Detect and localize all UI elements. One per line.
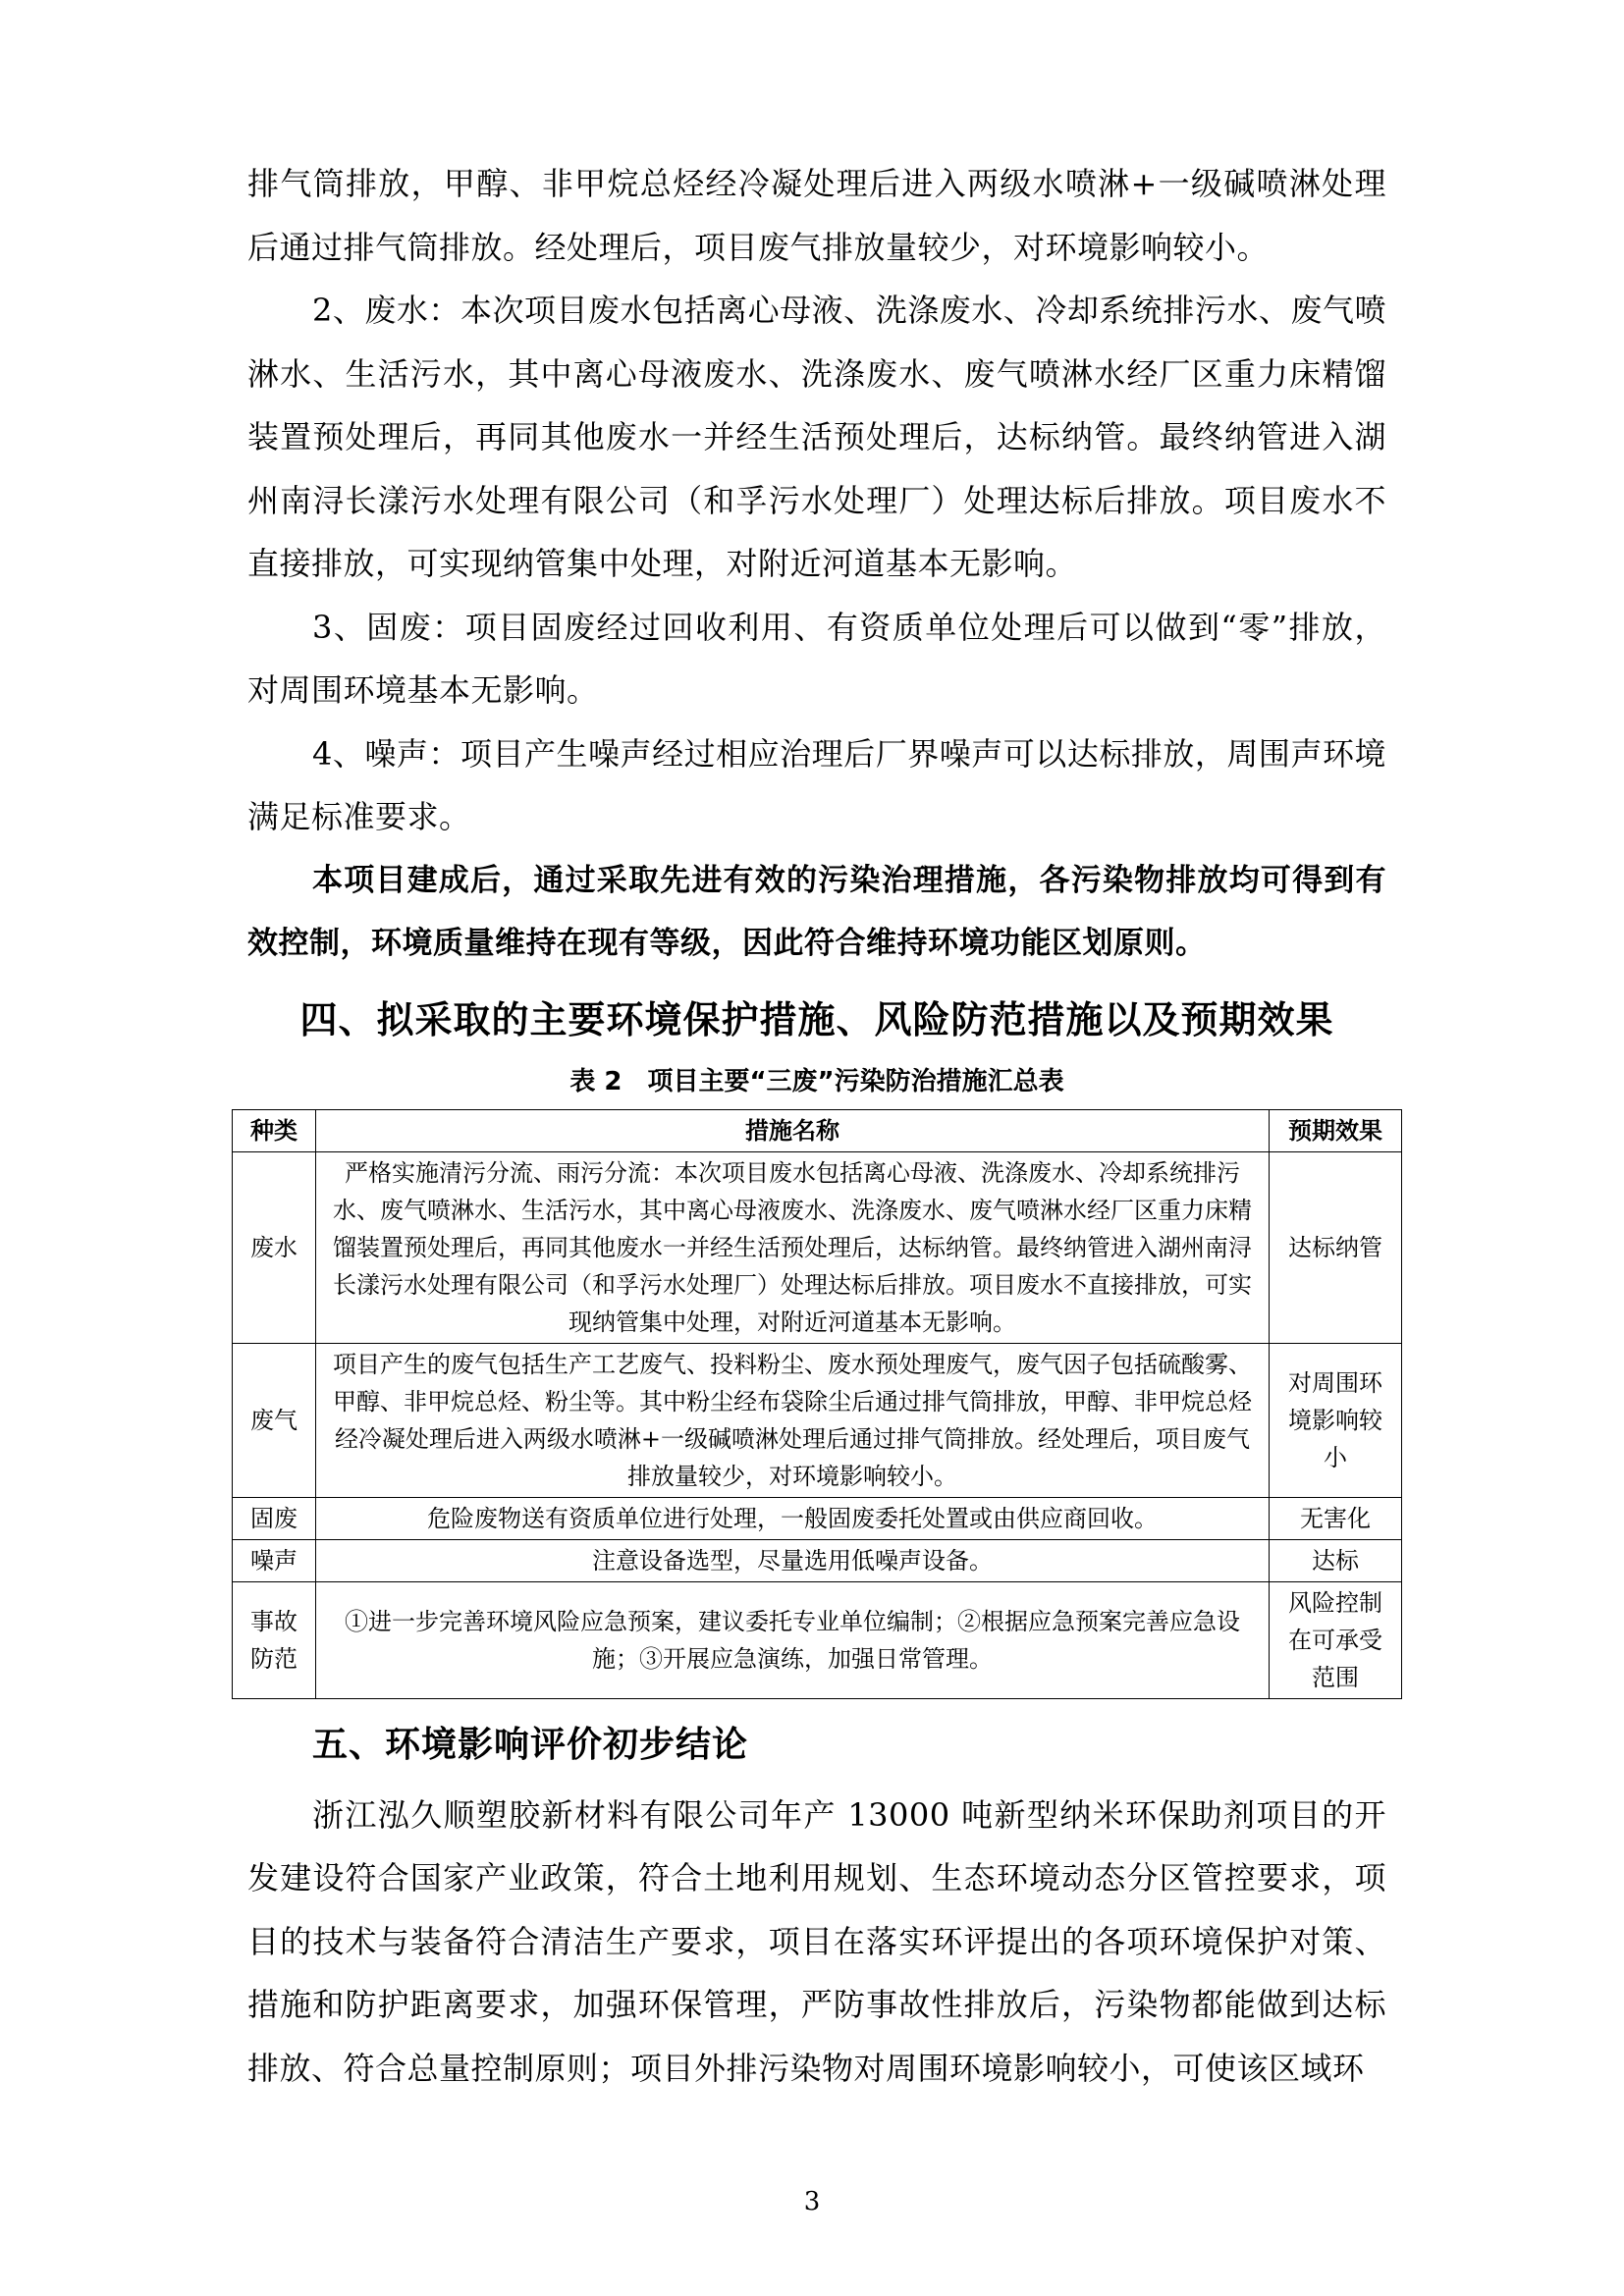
cell-type: 废气: [233, 1343, 316, 1497]
table-row: [233, 1581, 1402, 1698]
paragraph-solid-waste: 3、固废：项目固废经过回收利用、有资质单位处理后可以做到“零”排放，对周围环境基本无影响。: [247, 608, 1386, 709]
header-measure: 措施名称: [316, 1109, 1270, 1151]
cell-effect: 对周围环境影响较小: [1270, 1343, 1402, 1497]
cell-measure: 项目产生的废气包括生产工艺废气、投料粉尘、废水预处理废气，废气因子包括硫酸雾、甲醇、非甲烷总烃、粉尘等。其中粉尘经布袋除尘后通过排气筒排放，甲醇、非甲烷总烃经冷凝处理后进入两级水喷淋+一级碱喷淋处理后通过排气筒排放。经处理后，项目废气排放量较少，对环境影响较小。: [316, 1343, 1270, 1497]
cell-measure: 注意设备选型，尽量选用低噪声设备。: [316, 1539, 1270, 1581]
paragraph-conclusion-bold: 本项目建成后，通过采取先进有效的污染治理措施，各污染物排放均可得到有效控制，环境质量维持在现有等级，因此符合维持环境功能区划原则。: [247, 862, 1386, 961]
cell-effect: 风险控制在可承受范围: [1270, 1581, 1402, 1698]
table-row: [233, 1151, 1402, 1343]
table-row: [233, 1497, 1402, 1539]
paragraph-waste-gas-continued: 排气筒排放，甲醇、非甲烷总烃经冷凝处理后进入两级水喷淋+一级碱喷淋处理后通过排气筒排放。经处理后，项目废气排放量较少，对环境影响较小。: [247, 165, 1386, 266]
header-type: 种类: [233, 1109, 316, 1151]
table-row: [233, 1343, 1402, 1497]
cell-type: 固废: [233, 1497, 316, 1539]
cell-type: 噪声: [233, 1539, 316, 1581]
cell-effect: 无害化: [1270, 1497, 1402, 1539]
cell-effect: 达标: [1270, 1539, 1402, 1581]
cell-type: 废水: [233, 1151, 316, 1343]
table-row: [233, 1539, 1402, 1581]
page-number: 3: [803, 2187, 821, 2216]
paragraph-section-5: 浙江泓久顺塑胶新材料有限公司年产 13000 吨新型纳米环保助剂项目的开发建设符合国家产业政策，符合土地利用规划、生态环境动态分区管控要求，项目的技术与装备符合清洁生产要求，项目在落实环评提出的各项环境保护对策、措施和防护距离要求，加强环保管理，严防事故性排放后，污染物都能做到达标排放、符合总量控制原则；项目外排污染物对周围环境影响较小，可使该区域环: [247, 1795, 1386, 2087]
table-caption: 表 2 项目主要“三废”污染防治措施汇总表: [569, 1066, 1064, 1096]
pollution-measures-table: [232, 1109, 1402, 1699]
page-content: [247, 152, 1386, 2100]
cell-measure: 危险废物送有资质单位进行处理，一般固废委托处置或由供应商回收。: [316, 1497, 1270, 1539]
cell-type: 事故防范: [233, 1581, 316, 1698]
table-header-row: [233, 1109, 1402, 1151]
cell-effect: 达标纳管: [1270, 1151, 1402, 1343]
paragraph-noise: 4、噪声：项目产生噪声经过相应治理后厂界噪声可以达标排放，周围声环境满足标准要求。: [247, 734, 1386, 835]
cell-measure: 严格实施清污分流、雨污分流：本次项目废水包括离心母液、洗涤废水、冷却系统排污水、废气喷淋水、生活污水，其中离心母液废水、洗涤废水、废气喷淋水经厂区重力床精馏装置预处理后，再同其他废水一并经生活预处理后，达标纳管。最终纳管进入湖州南浔长漾污水处理有限公司（和孚污水处理厂）处理达标后排放。项目废水不直接排放，可实现纳管集中处理，对附近河道基本无影响。: [316, 1151, 1270, 1343]
header-effect: 预期效果: [1270, 1109, 1402, 1151]
cell-measure: ①进一步完善环境风险应急预案，建议委托专业单位编制；②根据应急预案完善应急设施；③开展应急演练，加强日常管理。: [316, 1581, 1270, 1698]
section-5-heading: 五、环境影响评价初步结论: [312, 1724, 749, 1765]
paragraph-waste-water: 2、废水：本次项目废水包括离心母液、洗涤废水、冷却系统排污水、废气喷淋水、生活污水，其中离心母液废水、洗涤废水、废气喷淋水经厂区重力床精馏装置预处理后，再同其他废水一并经生活预处理后，达标纳管。最终纳管进入湖州南浔长漾污水处理有限公司（和孚污水处理厂）处理达标后排放。项目废水不直接排放，可实现纳管集中处理，对附近河道基本无影响。: [247, 292, 1386, 582]
section-4-heading: 四、拟采取的主要环境保护措施、风险防范措施以及预期效果: [299, 997, 1334, 1041]
